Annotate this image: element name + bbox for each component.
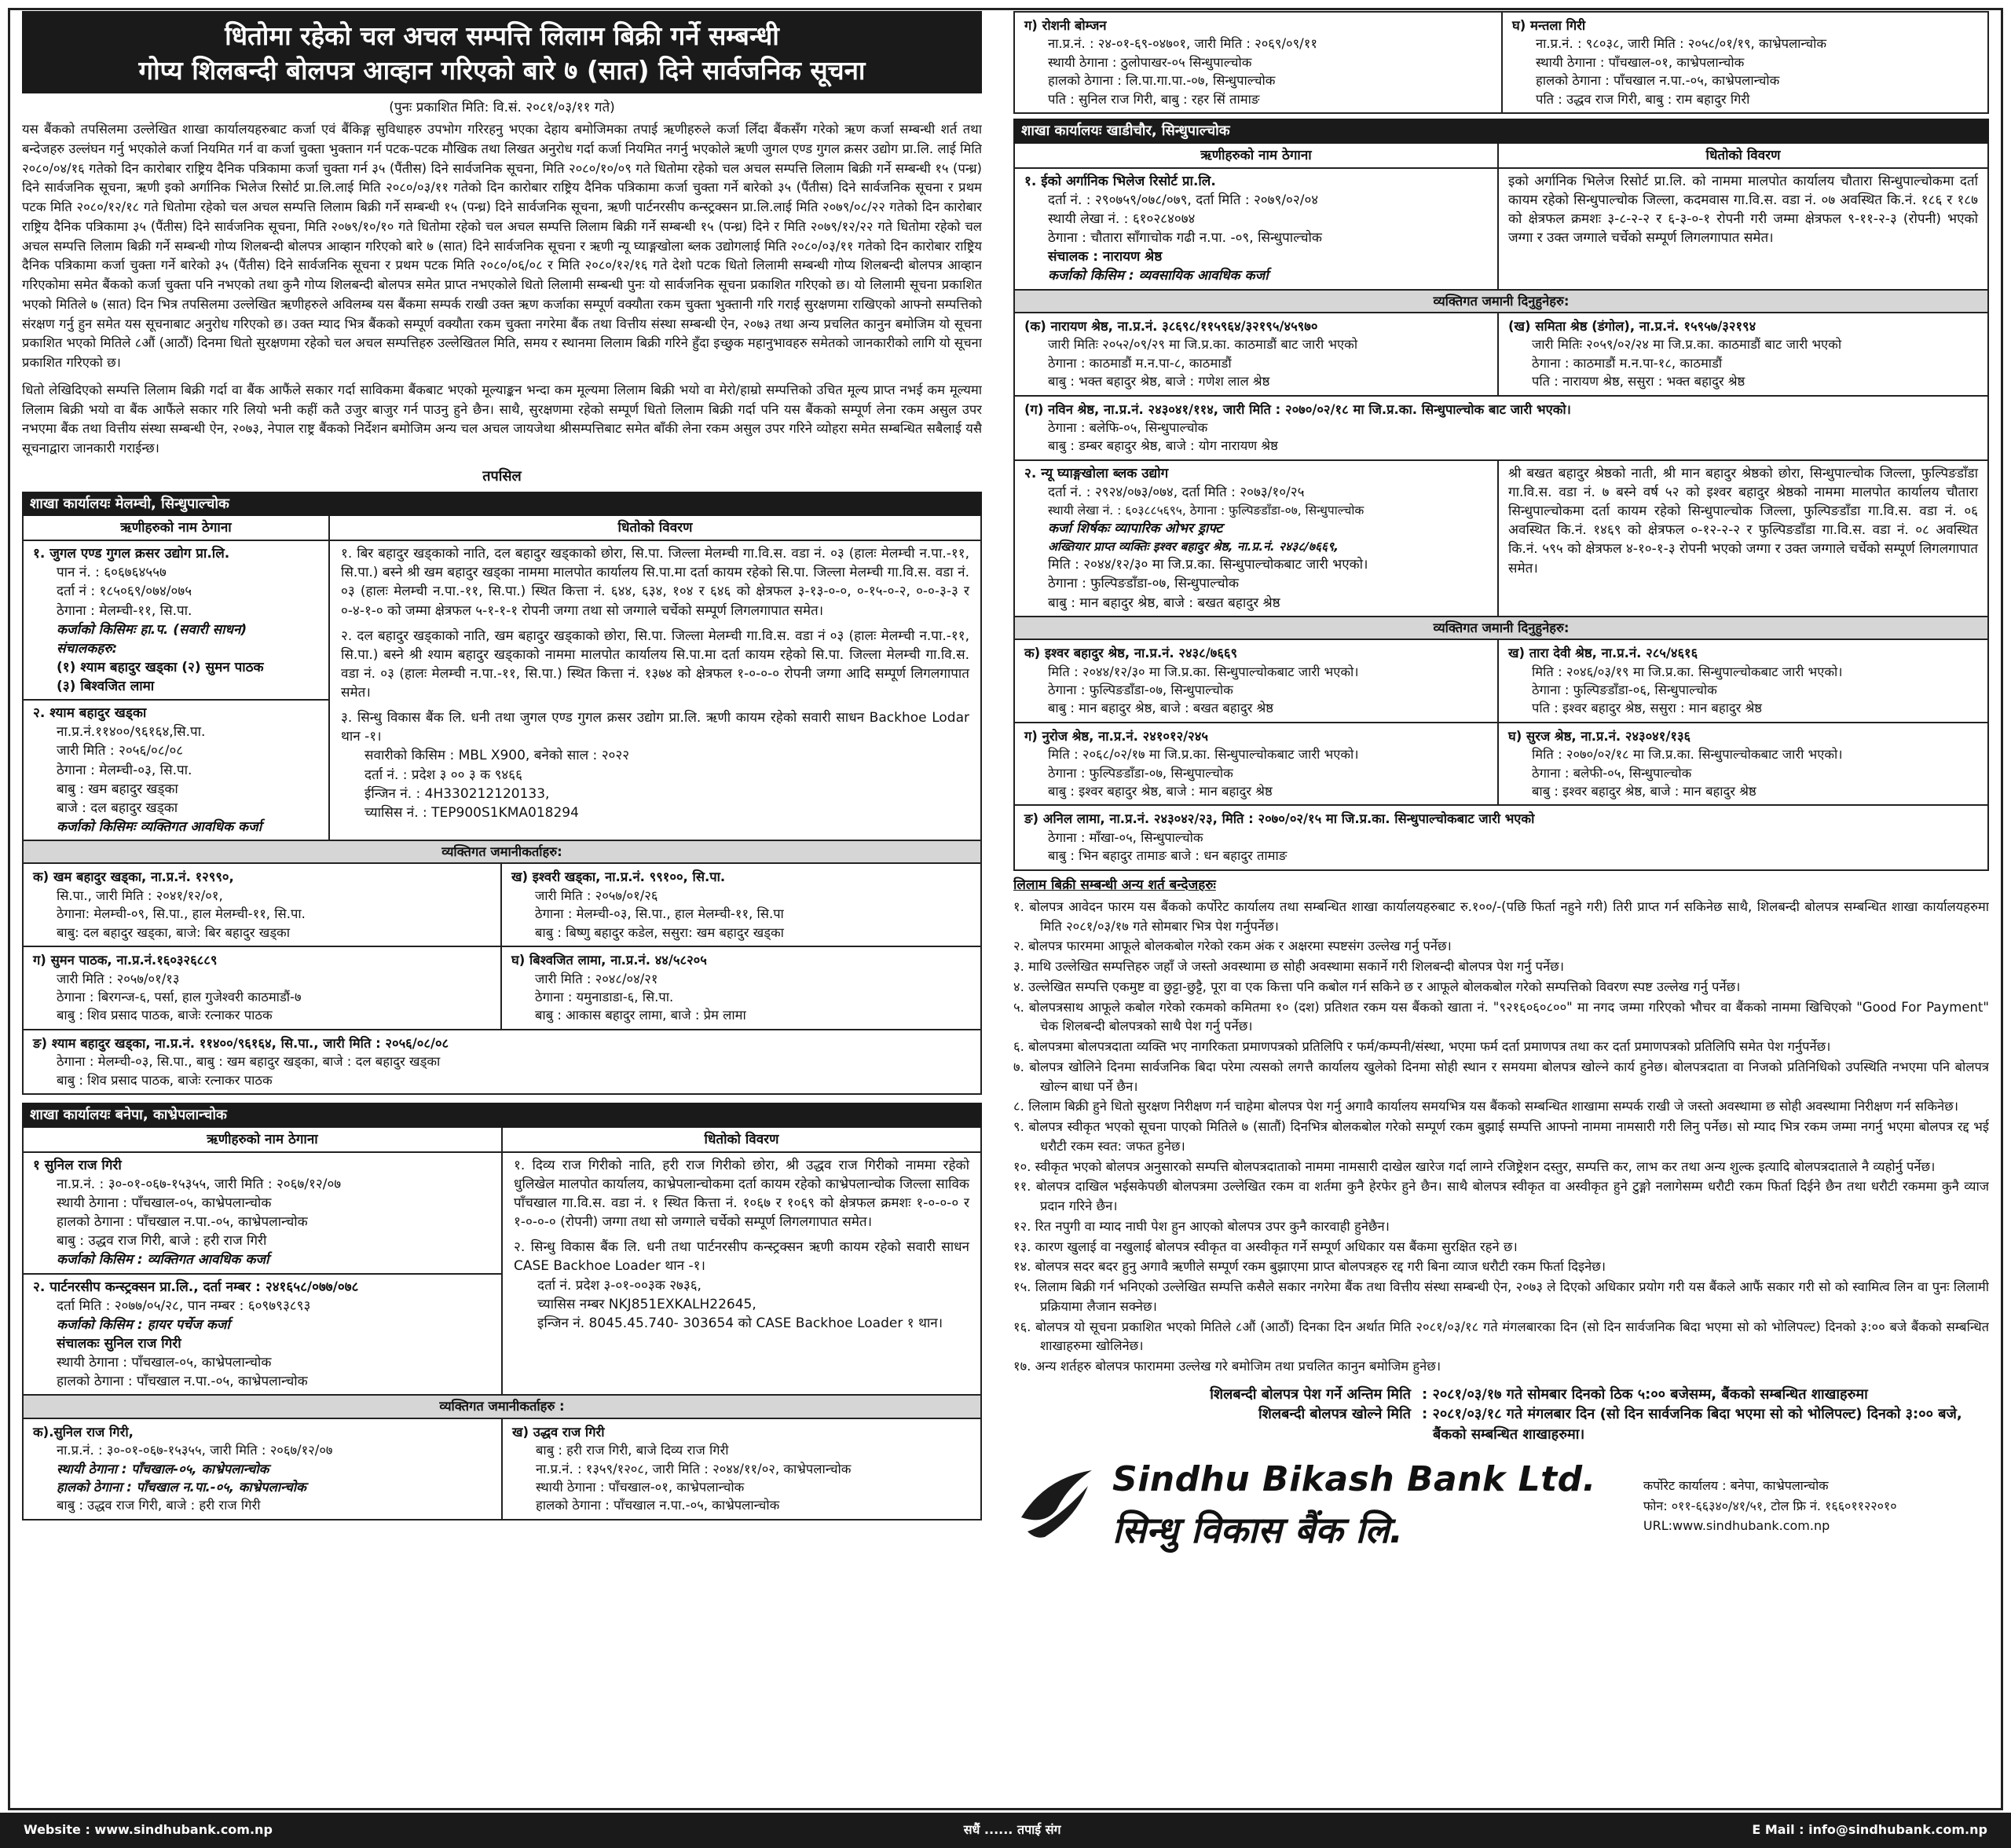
guarantor-entry bbox=[1015, 640, 1499, 722]
borrower-title: २. श्याम बहादुर खड्का bbox=[33, 705, 147, 722]
banepa-borrowers bbox=[24, 1128, 503, 1395]
open-date-value-2: बैंकको सम्बन्धित शाखाहरुमा। bbox=[1433, 1425, 1585, 1443]
borrower-line: ठेगाना : फुल्पिङडाँडा-०७, सिन्धुपाल्चोक bbox=[1048, 576, 1240, 592]
republished-date: (पुनः प्रकाशित मिति: वि.सं. २०८१/०३/११ गते) bbox=[389, 100, 615, 116]
guarantor-line: स्थायी ठेगाना : पाँचखाल-०५, काभ्रेपलान्चोक bbox=[57, 1461, 269, 1477]
guarantor-line: ठेगाना : बिरगन्ज-६, पर्सा, हाल गुजेश्वरी काठमाडौं-७ bbox=[57, 990, 302, 1005]
guarantor-band: व्यक्तिगत जमानी दिनुहुनेहरु: bbox=[1015, 616, 1987, 640]
guarantor-line: जारी मिति : २०४८/०४/२१ bbox=[535, 971, 658, 986]
guarantor-line: स्थायी ठेगाना : ठुलोपाखर-०५ सिन्धुपाल्चोक bbox=[1048, 54, 1252, 70]
melamchi-collateral bbox=[330, 516, 980, 840]
guarantor-line: मिति : २०६८/०२/१७ मा जि.प्र.का. सिन्धुपाल्चोकबाट जारी भएको। bbox=[1048, 747, 1359, 763]
guarantor-name: ग) नुरोज श्रेष्ठ, ना.प्र.नं. २४१०१२/२४५ bbox=[1024, 728, 1208, 744]
guarantor-name: (ख) समिता श्रेष्ठ (डंगोल), ना.प्र.नं. १५९५७/३२१९४ bbox=[1508, 318, 1756, 334]
condition-item: ९. बोलपत्र स्वीकृत भएको सूचना पाएको मितिले ७ (सातौं) दिनभित्र बोलकबोल गरेको सम्पूर्ण रकम बुझाई सम्पत्ति आफ्नो नाममा नामसारी गरी लिनु पर्नेछ। सो म्याद भित्र रकम जम्मा नगर्नु भएमा बोलपत्र रद्द भई धरौटी रकम स्वत: जफत हुनेछ। bbox=[1013, 1119, 1989, 1154]
condition-item: १२. रित नपुगी वा म्याद नाघी पेश हुन आएको बोलपत्र उपर कुनै कारवाही हुनेछैन। bbox=[1013, 1218, 1390, 1234]
loan-type: कर्जाको किसिम : व्यवसायिक आवधिक कर्जा bbox=[1048, 268, 1269, 284]
borrower-line: बाबु : खम बहादुर खड्का bbox=[57, 781, 178, 797]
guarantor-name: ख) इश्वरी खड्का, ना.प्र.नं. ९९१००, सि.पा. bbox=[511, 869, 726, 885]
guarantor-line: पति : उद्धव राज गिरी, बाबु : राम बहादुर गिरी bbox=[1536, 91, 1750, 107]
submit-deadline-value: : २०८१/०३/१७ गते सोमबार दिनको ठिक ५:०० बजेसम्म, बैंकको सम्बन्धित शाखाहरुमा bbox=[1422, 1385, 1868, 1403]
collateral-item: १. बिर बहादुर खड्काको नाति, दल बहादुर खड्काको छोरा, सि.पा. जिल्ला मेलम्ची गा.वि.स. वडा नं. ०३ (हालः मेलम्ची न.पा.-११, सि.पा.) बस्ने श्री खम बहादुर खड्का नाममा मालपोत कार्यालय सि.पा.मा दर्ता कायम रहेको सि.पा. जिल्ला मेलम्ची गा.वि.स. वडा नं. ०३ (हालः मेलम्ची न.पा.-११, सि.पा.) स्थित कित्ता नं. ६४४, ६३४, १०४ र ६४६ को क्षेत्रफल ३-१३-०-०, ०-१५-०-२, ०-०-३-३ र ०-४-१-० को जम्मा क्षेत्रफल ५-१-१-१ रोपनी जग्गा तथा सो जग्गाले चर्चेको सम्पूर्ण लिगलगापात समेत। bbox=[341, 546, 969, 619]
guarantor-line: बाबु : डम्बर बहादुर श्रेष्ठ, बाजे : योग नारायण श्रेष्ठ bbox=[1048, 438, 1278, 454]
borrower-line: जारी मिति : २०५६/०८/०८ bbox=[57, 743, 184, 759]
guarantor-line: जारी मिति : २०५७/०१/२६ bbox=[535, 887, 658, 903]
headline-line-1: धितोमा रहेको चल अचल सम्पत्ति लिलाम बिक्री गर्ने सम्बन्धी bbox=[225, 20, 779, 51]
guarantor-entry bbox=[24, 864, 502, 946]
bank-phone: फोन: ०११-६६३४०/४१/५१, टोल फ्रि नं. १६६०११२२०१० bbox=[1643, 1498, 1897, 1513]
vehicle-line: ईन्जिन नं. : 4H330212120133, bbox=[364, 785, 550, 802]
footer-website[interactable]: Website : www.sindhubank.com.np bbox=[24, 1822, 273, 1838]
collateral-item: ३. सिन्धु विकास बैंक लि. धनी तथा जुगल एण्ड गुगल क्रसर उद्योग प्रा.लि. ऋणी कायम रहेको सवारी साधन Backhoe Lodar थान -१। bbox=[341, 710, 969, 745]
condition-item: ८. लिलाम बिक्री हुने धितो सुरक्षण निरीक्षण गर्न चाहेमा बोलपत्र पेश गर्नु अगावै कार्यालय समयभित्र यस बैंकको सम्बन्धित शाखामा सम्पर्क राखी जे जस्तो अवस्थामा छ सोही अवस्थामा निरीक्षण गर्न सकिनेछ। bbox=[1013, 1099, 1958, 1114]
borrower-line: दर्ता नं. : २९०७५९/०७८/०७९, दर्ता मिति : २०७९/०२/०४ bbox=[1048, 192, 1319, 208]
guarantor-line: बाबु : बिष्णु बहादुर कडेल, ससुरा: खम बहादुर खड्का bbox=[535, 924, 784, 940]
condition-item: ३. माथि उल्लेखित सम्पत्तिहरु जहाँ जे जस्तो अवस्थामा छ सोही अवस्थामा सकार्ने गरी शिलबन्दी बोलपत्र पेश गर्नु पर्नेछ। bbox=[1013, 959, 1564, 975]
guarantor-line: ठेगाना : काठमाडौं म.न.पा-८, काठमाडौं bbox=[1048, 355, 1232, 371]
guarantor-entry bbox=[24, 1029, 980, 1093]
loan-type: कर्जाको किसिमः हा.प. (सवारी साधन) bbox=[57, 621, 247, 638]
notice-headline bbox=[22, 11, 982, 93]
borrower-line: मिति : २०४४/१२/३० मा जि.प्र.का. सिन्धुपाल्चोकबाट जारी भएको। bbox=[1048, 557, 1368, 573]
vehicle-line: दर्ता नं. : प्रदेश ३ ०० ३ क ९४६६ bbox=[364, 767, 522, 783]
guarantor-name: ग) सुमन पाठक, ना.प्र.नं.१६०३२६८८९ bbox=[33, 953, 218, 968]
guarantor-line: ठेगाना : काठमाडौं म.न.पा-१८, काठमाडौं bbox=[1532, 355, 1723, 371]
borrower-line: ठेगाना : चौतारा साँगाचोक गढी न.पा. -०९, सिन्धुपाल्चोक bbox=[1048, 230, 1322, 247]
guarantor-entry bbox=[1015, 804, 1987, 869]
condition-item: ७. बोलपत्र खोलिने दिनमा सार्वजनिक बिदा परेमा त्यसको लगत्तै कार्यालय खुलेको दिनमा सोही स्थान र समयमा बोलपत्र खोल्ने कार्य हुनेछ। बोलपत्रदाता वा निजको प्रतिनिधिको उपस्थिति नभएमा पनि बोलपत्र खोल्न बाधा पर्ने छैन। bbox=[1013, 1059, 1989, 1094]
guarantor-line: ना.प्र.नं. : ३०-०१-०६७-१५३५५, जारी मिति : २०६७/१२/०७ bbox=[57, 1443, 333, 1458]
borrower-title: १ सुनिल राज गिरी bbox=[33, 1157, 122, 1173]
borrower-line: दर्ता नं : १८५०६९/०७४/०७५ bbox=[57, 584, 192, 600]
directors-line: (३) बिश्वजित लामा bbox=[57, 679, 155, 695]
melamchi-box bbox=[22, 516, 982, 1095]
headline-line-2: गोप्य शिलबन्दी बोलपत्र आव्हान गरिएको बारे ७ (सात) दिने सार्वजनिक सूचना bbox=[138, 54, 866, 86]
vehicle-line: च्यासिस नम्बर NKJ851EXKALH22645, bbox=[537, 1296, 756, 1312]
guarantor-line: ठेगाना : माँखा-०५, सिन्धुपाल्चोक bbox=[1048, 829, 1203, 845]
guarantor-line: बाबु : आकास बहादुर लामा, बाजे : प्रेम लामा bbox=[535, 1008, 746, 1023]
guarantor-entry bbox=[502, 864, 980, 946]
tapsil-heading: तपसिल bbox=[482, 467, 522, 485]
conditions-list bbox=[1013, 898, 1989, 1377]
guarantor-line: ठेगाना : बलेफी-०५, सिन्धुपाल्चोक bbox=[1532, 765, 1692, 781]
office-khadichaur: शाखा कार्यालयः खाडीचौर, सिन्धुपाल्चोक bbox=[1013, 119, 1989, 144]
loan-type: कर्जाको किसिम : व्यक्तिगत आवधिक कर्जा bbox=[57, 1252, 269, 1268]
guarantor-line: बाबु : हरी राज गिरी, बाजे दिव्य राज गिरी bbox=[536, 1443, 729, 1458]
deadlines bbox=[1013, 1385, 1989, 1445]
banepa-collateral bbox=[503, 1128, 980, 1395]
condition-item: ११. बोलपत्र दाखिल भईसकेपछी बोलपत्रमा उल्लेखित रकम वा शर्तमा कुनै हेरफेर हुने छैन। साथै बोलपत्र स्वीकृत वा अस्वीकृत हुने टुङ्गो नलागेसम्म धरौटी रकम फिर्ता दिईने छैन तथा धरौटी रकममा कुनै व्याज प्रदान गरिने छैन। bbox=[1013, 1179, 1989, 1214]
borrower-line: स्थायी लेखा नं. : ६१०२८४०७४ bbox=[1048, 211, 1196, 228]
khadichaur-borrower-2 bbox=[1015, 461, 1499, 616]
vehicle-line: सवारीको किसिम : MBL X900, बनेको साल : २०२२ bbox=[364, 748, 630, 764]
khadichaur-th-left: ऋणीहरुको नाम ठेगाना bbox=[1015, 144, 1497, 169]
guarantor-line: ना.प्र.नं. : २४-०१-६९-०४७०१, जारी मिति : २०६९/०९/११ bbox=[1048, 36, 1317, 52]
guarantor-line: बाबु: दल बहादुर खड्का, बाजे: बिर बहादुर खड्का bbox=[57, 924, 290, 940]
bank-contact bbox=[1643, 1476, 1897, 1536]
guarantor-line: मिति : २०४४/१२/३० मा जि.प्र.का. सिन्धुपाल्चोकबाट जारी भएको। bbox=[1048, 664, 1359, 679]
guarantor-name: (क) नारायण श्रेष्ठ, ना.प्र.नं. ३८६९८/११५९६४/३२१९५/४५९७० bbox=[1024, 318, 1318, 334]
borrower-title: २. पार्टनरसीप कन्स्ट्रक्सन प्रा.लि., दर्ता नम्बर : २४१६५८/०७७/०७८ bbox=[33, 1279, 359, 1295]
guarantor-name: ख) उद्धव राज गिरी bbox=[512, 1424, 605, 1440]
borrower-title: १. जुगल एण्ड गुगल क्रसर उद्योग प्रा.लि. bbox=[33, 546, 230, 562]
bank-url[interactable]: URL:www.sindhubank.com.np bbox=[1643, 1518, 1830, 1534]
collateral-item: इको अर्गानिक भिलेज रिसोर्ट प्रा.लि. को नाममा मालपोत कार्यालय चौतारा सिन्धुपाल्चोकमा दर्ता कायम रहेको सिन्धुपाल्चोक जिल्ला, कदमवास गा.वि.स. वडा नं. ०७ अवस्थित कि.नं. १८६ र १८७ को क्षेत्रफल क्रमशः ३-८-२-२ र ६-३-०-१ रोपनी गरी जम्मा क्षेत्रफल ९-११-२-३ (रोपनी) भएको जग्गा र उक्त जग्गाले चर्चेको सम्पूर्ण लिगलगापात समेत। bbox=[1508, 173, 1978, 247]
guarantor-line: जारी मितिः २०५२/०९/२९ मा जि.प्र.का. काठमाडौं बाट जारी भएको bbox=[1048, 337, 1358, 353]
borrower-title: २. न्यू घ्याङ्गखोला ब्लक उद्योग bbox=[1024, 465, 1169, 481]
collateral-item: १. दिव्य राज गिरीको नाति, हरी राज गिरीको छोरा, श्री उद्धव राज गिरीको नाममा रहेको धुलिखेल मालपोत कार्यालय, काभ्रेपलान्चोकमा दर्ता कायम रहेको काभ्रेपलान्चोक जिल्ला साविक पाँचखाल गा.वि.स. वडा नं. १ स्थित कित्ता नं. १०६७ र १०६९ को क्षेत्रफल क्रमशः १-०-०-० र १-०-०-० (रोपनी) जग्गा तथा सो जग्गाले चर्चेको सम्पूर्ण लिगलगापात समेत। bbox=[514, 1157, 969, 1231]
guarantor-line: बाबु : उद्धव राज गिरी, बाजे : हरी राज गिरी bbox=[57, 1498, 261, 1513]
melamchi-th-left: ऋणीहरुको नाम ठेगाना bbox=[24, 516, 328, 541]
guarantor-line: मिति : २०४६/०३/१९ मा जि.प्र.का. सिन्धुपाल्चोकबाट जारी भएको। bbox=[1532, 664, 1843, 679]
banepa-guarantors-cont bbox=[1013, 11, 1989, 114]
guarantor-band: व्यक्तिगत जमानीकर्ताहरु : bbox=[24, 1394, 980, 1418]
banepa-box bbox=[22, 1128, 982, 1520]
guarantor-name: घ) मन्तला गिरी bbox=[1512, 18, 1586, 33]
guarantor-name: (ग) नविन श्रेष्ठ, ना.प्र.नं. २४३०४१/११४, जारी मिति : २०७०/०२/१८ मा जि.प्र.का. सिन्धुपाल्चोक बाट जारी भएको। bbox=[1024, 401, 1571, 417]
condition-item: १५. लिलाम बिक्री गर्न भनिएको उल्लेखित सम्पत्ति कसैले सकार नगरेमा बैंक तथा वित्तीय संस्था सम्बन्धी ऐन, २०७३ ले दिएको अधिकार प्रयोग गरी यस बैंकले आफैं सकार गरी सो को स्वामित्व लिन वा पुनः लिलामी प्रक्रियामा लैजान सक्नेछ। bbox=[1013, 1279, 1989, 1314]
guarantor-name: ग) रोशनी बोम्जन bbox=[1024, 18, 1107, 33]
guarantor-line: बाबु : शिव प्रसाद पाठक, बाजेः रत्नाकर पाठक bbox=[57, 1072, 273, 1088]
guarantor-line: पति : सुनिल राज गिरी, बाबु : रहर सिं तामाङ bbox=[1048, 91, 1260, 107]
khadichaur-collateral-2 bbox=[1499, 461, 1987, 616]
guarantor-line: बाबु : मान बहादुर श्रेष्ठ, बाजे : बखत बहादुर श्रेष्ठ bbox=[1048, 701, 1273, 716]
bank-name-block bbox=[1112, 1455, 1596, 1556]
guarantor-entry bbox=[1499, 723, 1987, 805]
guarantor-band: व्यक्तिगत जमानी दिनुहुनेहरु: bbox=[1015, 289, 1987, 313]
guarantor-line: हालको ठेगाना : पाँचखाल न.पा.-०५, काभ्रेपलान्चोक bbox=[536, 1498, 780, 1513]
guarantor-line: ना.प्र.नं. : ९८०३८, जारी मिति : २०५८/०१/१९, काभ्रेपलान्चोक bbox=[1536, 36, 1827, 52]
loan-type: कर्जाको किसिमः व्यक्तिगत आवधिक कर्जा bbox=[57, 818, 262, 835]
guarantor-line: ठेगाना : मेलम्ची-०३, सि.पा., हाल मेलम्ची-११, सि.पा bbox=[535, 906, 784, 922]
guarantor-entry bbox=[1503, 13, 1987, 112]
guarantor-band: व्यक्तिगत जमानीकर्ताहरु: bbox=[24, 840, 980, 864]
borrower-line: स्थायी ठेगाना : पाँचखाल-०५, काभ्रेपलान्चोक bbox=[57, 1195, 272, 1212]
borrower-line: दर्ता नं. : २९२४/०७३/०७४, दर्ता मिति : २०७३/१०/२५ bbox=[1048, 485, 1305, 501]
bank-signature bbox=[1013, 1455, 1989, 1556]
footer-email[interactable]: E Mail : info@sindhubank.com.np bbox=[1752, 1822, 1987, 1838]
guarantor-line: बाबु : इश्वर बहादुर श्रेष्ठ, बाजे : मान बहादुर श्रेष्ठ bbox=[1532, 784, 1756, 800]
condition-item: ४. उल्लेखित सम्पत्ति एकमुष्ट वा छुट्टा-छुट्टै, पूरा वा एक कित्ता पनि कबोल गर्न सकिने छ र आफूले बोलकबोल गरेको सम्पत्तिको विवरण स्पष्ट उल्लेख गर्नु पर्नेछ। bbox=[1013, 979, 1741, 994]
guarantor-name: घ) बिश्वजित लामा, ना.प्र.नं. ४४/५८२०५ bbox=[511, 953, 707, 968]
collateral-item: श्री बखत बहादुर श्रेष्ठको नाती, श्री मान बहादुर श्रेष्ठको छोरा, सिन्धुपाल्चोक जिल्ला, फुल्पिङडाँडा गा.वि.स. वडा नं. ७ बस्ने वर्ष ५२ को इश्वर बहादुर श्रेष्ठको नाममा मालपोत कार्यालय चौतारा सिन्धुपाल्चोकमा दर्ता कायम रहेको सिन्धुपाल्चोक जिल्ला, फुल्पिङडाँडा गा.वि.स. वडा नं. ०६ अवस्थित कि.नं. १४६९ को क्षेत्रफल ०-१२-२-२ र फुल्पिङडाँडा गा.वि.स. वडा नं. ०८ अवस्थित कि.नं. ५९५ को क्षेत्रफल ४-१०-१-३ रोपनी भएको जग्गा र उक्त जग्गाले चर्चेको सम्पूर्ण लिगलगापात समेत। bbox=[1508, 465, 1978, 576]
guarantor-line: जारी मितिः २०५९/०२/२४ मा जि.प्र.का. काठमाडौं बाट जारी भएको bbox=[1532, 337, 1842, 353]
guarantor-line: ठेगाना : बलेफि-०५, सिन्धुपाल्चोक bbox=[1048, 420, 1208, 436]
vehicle-line: दर्ता नं. प्रदेश ३-०१-००३क २७३६, bbox=[537, 1277, 701, 1294]
guarantor-entry bbox=[502, 947, 980, 1029]
guarantor-line: बाबु : इश्वर बहादुर श्रेष्ठ, बाजे : मान बहादुर श्रेष्ठ bbox=[1048, 784, 1273, 800]
melamchi-borrowers bbox=[24, 516, 330, 840]
condition-item: ५. बोलपत्रसाथ आफूले कबोल गरेको रकमको कमितमा १० (दश) प्रतिशत रकम यस बैंकको खाता नं. "९२१६०६०८००" मा नगद जम्मा गरिएको भौचर वा बैंकको नाममा खिचिएको "Good For Payment" चेक शिलबन्दी बोलपत्रको साथै पेश गर्नु पर्नेछ। bbox=[1013, 999, 1989, 1034]
condition-item: १७. अन्य शर्तहरु बोलपत्र फाराममा उल्लेख गरे बमोजिम तथा प्रचलित कानुन बमोजिम हुनेछ। bbox=[1013, 1359, 1441, 1374]
vehicle-line: इन्जिन नं. 8045.45.740- 303654 को CASE Backhoe Loader १ थान। bbox=[537, 1315, 943, 1331]
guarantor-line: पति : इश्वर बहादुर श्रेष्ठ, ससुरा : मान बहादुर श्रेष्ठ bbox=[1532, 701, 1763, 716]
guarantor-entry bbox=[1015, 723, 1499, 805]
intro-paragraph-2: धितो लेखिदिएको सम्पत्ति लिलाम बिक्री गर्दा वा बैंक आफैंले सकार गर्दा साविकमा बैंकबाट भएको मूल्याङ्कन भन्दा कम मूल्यमा लिलाम बिक्री भयो वा मेरो/हाम्रो सम्पत्तिको उचित मूल्य प्राप्त नभई कम मूल्यमा लिलाम बिक्री भयो वा बैंक आफैंले सकार गरि लियो भनी कहीं कतै उजुर बाजुर गर्न पाउनु हुने छैन। साथै, सुरक्षणमा रहेको सम्पूर्ण धितो लिलाम बिक्री गर्दा पनि यस बैंकको सम्पूर्ण लेना रकम असुल उपर नभएमा बैंक तथा वित्तीय संस्था सम्बन्धी ऐन, २०७३, नेपाल राष्ट्र बैंकको निर्देशन बमोजिम अन्य चल अचल जायजेथा श्रीसम्पत्तिबाट समेत बाँकी लेना रकम असुल उपर गरिने व्योहरा समेत सम्बन्धित सबैलाई यसै सूचनाद्वारा जानकारी गराईन्छ। bbox=[22, 382, 982, 456]
directors-line: (१) श्याम बहादुर खड्का (२) सुमन पाठक bbox=[57, 659, 264, 675]
khadichaur-collateral-1 bbox=[1499, 144, 1987, 289]
banepa-th-left: ऋणीहरुको नाम ठेगाना bbox=[24, 1128, 501, 1153]
guarantor-entry bbox=[1499, 313, 1987, 395]
guarantor-entry bbox=[1499, 640, 1987, 722]
footer-slogan: सधैं ...... तपाई संग bbox=[963, 1822, 1061, 1838]
guarantor-name: ख) तारा देवी श्रेष्ठ, ना.प्र.नं. २८५/४६१६ bbox=[1508, 646, 1698, 661]
guarantor-line: ठेगाना: मेलम्ची-०९, सि.पा., हाल मेलम्ची-११, सि.पा. bbox=[57, 906, 306, 922]
open-date-label: शिलबन्दी बोलपत्र खोल्ने मिति bbox=[1258, 1406, 1411, 1423]
borrower-line: ठेगाना : मेलम्ची-०३, सि.पा. bbox=[57, 762, 192, 778]
bank-name-en: Sindhu Bikash Bank Ltd. bbox=[1112, 1459, 1596, 1500]
guarantor-line: ठेगाना : मेलम्ची-०३, सि.पा., बाबु : खम बहादुर खड्का, बाजे : दल बहादुर खड्का bbox=[57, 1054, 441, 1070]
borrower-line: बाजे : दल बहादुर खड्का bbox=[57, 800, 178, 816]
guarantor-entry bbox=[1015, 313, 1499, 395]
khadichaur-borrower-1 bbox=[1015, 144, 1499, 289]
submit-deadline-label: शिलबन्दी बोलपत्र पेश गर्ने अन्तिम मिति bbox=[1210, 1385, 1411, 1403]
guarantor-entry bbox=[24, 1419, 503, 1519]
open-date-value: : २०८१/०३/१८ गते मंगलबार दिन (सो दिन सार्वजनिक बिदा भएमा सो को भोलिपल्ट) दिनको ३:०० बजे, bbox=[1422, 1406, 1962, 1423]
borrower-line: बाबु : मान बहादुर श्रेष्ठ, बाजे : बखत बहादुर श्रेष्ठ bbox=[1048, 595, 1280, 611]
guarantor-line: पति : नारायण श्रेष्ठ, ससुरा : भक्त बहादुर श्रेष्ठ bbox=[1532, 374, 1745, 390]
loan-type: कर्जा शिर्षकः व्यापारिक ओभर ड्राफ्ट bbox=[1048, 521, 1223, 537]
condition-item: ६. बोलपत्रमा बोलपत्रदाता व्यक्ति भए नागरिकता प्रमाणपत्रको प्रतिलिपि र फर्म/कम्पनी/संस्था, भएमा फर्म दर्ता प्रमाणपत्र तथा कर दर्ता प्रमाणपत्रको प्रतिलिपि समेत पेश गर्नुपर्नेछ। bbox=[1013, 1039, 1831, 1055]
guarantor-line: बाबु : भक्त बहादुर श्रेष्ठ, बाजे : गणेश लाल श्रेष्ठ bbox=[1048, 374, 1270, 390]
guarantor-line: ठेगाना : फुल्पिङडाँडा-०६, सिन्धुपाल्चोक bbox=[1532, 682, 1717, 697]
condition-item: १०. स्वीकृत भएको बोलपत्र अनुसारको सम्पत्ति बोलपत्रदाताको नाममा नामसारी दाखेल खारेज गर्दा लाग्ने रजिष्ट्रेशन दस्तुर, सम्पत्ति कर, लाभ कर तथा अन्य शुल्क इत्यादि बोलपत्रदाताले नै व्यहोर्नु पर्नेछ। bbox=[1013, 1158, 1936, 1174]
banepa-th-right: धितोको विवरण bbox=[503, 1128, 980, 1153]
borrower-line: ना.प्र.नं.११४००/९६१६४,सि.पा. bbox=[57, 724, 206, 741]
guarantor-line: ना.प्र.नं. : १३५९/१२०८, जारी मिति : २०४४/११/०२, काभ्रेपलान्चोक bbox=[536, 1461, 852, 1477]
loan-type: कर्जाको किसिम : हायर पर्चेज कर्जा bbox=[57, 1316, 230, 1333]
collateral-item: २. सिन्धु विकास बैंक लि. धनी तथा पार्टनरसीप कन्स्ट्रक्सन ऋणी कायम रहेको सवारी साधन CASE Backhoe Loader थान -१। bbox=[514, 1239, 969, 1275]
guarantor-name: घ) सुरज श्रेष्ठ, ना.प्र.नं. २४३०४१/१३६ bbox=[1508, 728, 1691, 744]
directors-label: संचालकहरु: bbox=[57, 640, 118, 657]
guarantor-entry bbox=[24, 947, 502, 1029]
guarantor-line: स्थायी ठेगाना : पाँचखाल-०१, काभ्रेपलान्चोक bbox=[536, 1479, 745, 1495]
collateral-item: २. दल बहादुर खड्काको नाति, खम बहादुर खड्काको छोरा, सि.पा. जिल्ला मेलम्ची गा.वि.स. वडा नं ०३ (हालः मेलम्ची न.पा.-११, सि.पा.) बस्ने श्री श्याम बहादुर खड्काको नाममा मालपोत कार्यालय सि.पा.मा दर्ता कायम रहेको सि.पा. जिल्ला मेलम्ची गा.वि.स. वडा नं. ०३ (हालः मेलम्ची न.पा.-११, सि.पा.) स्थित कित्ता नं. १३७४ को क्षेत्रफल १-०-०-० रोपनी जग्गा आदि सम्पूर्ण लिगलगापात समेत। bbox=[341, 628, 969, 701]
borrower-line: बाबु : उद्धव राज गिरी, बाजे : हरी राज गिरी bbox=[57, 1233, 267, 1250]
bank-logo-icon bbox=[1013, 1462, 1100, 1549]
guarantor-entry bbox=[1015, 13, 1503, 112]
guarantor-line: ठेगाना : यमुनाडाडा-६, सि.पा. bbox=[535, 990, 674, 1005]
guarantor-name: क) इश्वर बहादुर श्रेष्ठ, ना.प्र.नं. २४३८/७६६९ bbox=[1024, 646, 1238, 661]
guarantor-line: बाबु : भिन बहादुर तामाङ बाजे : धन बहादुर तामाङ bbox=[1048, 848, 1288, 864]
borrower-line: ना.प्र.नं. : ३०-०१-०६७-१५३५५, जारी मिति : २०६७/१२/०७ bbox=[57, 1176, 342, 1192]
guarantor-name: ङ) श्याम बहादुर खड्का, ना.प्र.नं. ११४००/९६१६४, सि.पा., जारी मिति : २०५६/०८/०८ bbox=[33, 1035, 449, 1051]
borrower-line: स्थायी लेखा नं. : ६०३८८५६९५, ठेगाना : फुल्पिङडाँडा-०७, सिन्धुपाल्चोक bbox=[1048, 503, 1364, 518]
guarantor-line: मिति : २०७०/०२/१८ मा जि.प्र.का. सिन्धुपाल्चोकबाट जारी भएको। bbox=[1532, 747, 1843, 763]
guarantor-line: बाबु : शिव प्रसाद पाठक, बाजेः रत्नाकर पाठक bbox=[57, 1008, 273, 1023]
guarantor-line: हालको ठेगाना : लि.पा.गा.पा.-०७, सिन्धुपाल्चोक bbox=[1048, 73, 1276, 89]
borrower-title: १. ईको अर्गानिक भिलेज रिसोर्ट प्रा.लि. bbox=[1024, 173, 1216, 189]
guarantor-line: ठेगाना : फुल्पिङडाँडा-०७, सिन्धुपाल्चोक bbox=[1048, 765, 1233, 781]
borrower-line: हालको ठेगाना : पाँचखाल न.पा.-०५, काभ्रेपलान्चोक bbox=[57, 1374, 308, 1390]
right-column bbox=[1013, 11, 1989, 1802]
condition-item: १३. कारण खुलाई वा नखुलाई बोलपत्र स्वीकृत वा अस्वीकृत गर्ने सम्पूर्ण अधिकार यस बैंकमा सुरक्षित रहने छ। bbox=[1013, 1239, 1518, 1254]
borrower-line: पान नं. : ६०६७६४५५७ bbox=[57, 565, 167, 581]
corp-office: कर्पोरेट कार्यालय : बनेपा, काभ्रेपलान्चोक bbox=[1643, 1477, 1829, 1493]
intro-paragraph-1: यस बैंकको तपसिलमा उल्लेखित शाखा कार्यालयहरुबाट कर्जा एवं बैंकिङ्ग सुविधाहरु उपभोग गरिरहनु भएका देहाय बमोजिमका तपाई ऋणीहरुले कर्जा लिँदा बैंकसँग गरेको ऋण कर्जा सम्बन्धी शर्त तथा बन्देजहरु उल्लंघन गर्नु भएकोले कर्जा नियमित गर्न वा कर्जा चुक्ता भुक्तान गर्न पटक-पटक मौखिक तथा लिखत अनुरोध गर्दा कर्जा नियमित नगर्नु भएकोले ऋणी जुगल एण्ड गुगल क्रसर उद्योग प्रा.लि. लाई मिति २०८०/०४/१६ गतेको दिन कारोबार राष्ट्रिय दैनिक पत्रिकामा कर्जा चुक्ता गर्न ३५ (पैंतीस) दिने सार्वजनिक सूचना, मिति २०८०/१०/०९ गते धितोमा रहेको चल अचल सम्पत्ति लिलाम बिक्री गर्ने सम्बन्धी १५ (पन्ध्र) दिने सार्वजनिक सूचना, ऋणी इको अर्गानिक भिलेज रिसोर्ट प्रा.लि.लाई मिति २०८०/०३/११ गतेको दिन कारोबार राष्ट्रिय दैनिक पत्रिकामा कर्जा चुक्ता गर्ने बारेको ३५ (पैंतीस) दिने सार्वजनिक सूचना र प्रथम पटक मिति २०८०/१२/१८ गते धितोमा रहेको चल अचल सम्पत्ति लिलाम बिक्री गर्ने सम्बन्धी १५ (पन्ध्र) दिने सार्वजनिक सूचना, ऋणी पार्टनरसीप कन्स्ट्रक्सन प्रा.लि.लाई मिति २०७९/०८/२२ गतेको दिन कारोबार राष्ट्रिय दैनिक पत्रिकामा ३५ (पैंतीस) दिने सार्वजनिक सूचना, मिति २०७९/१०/१० गते धितोमा रहेको चल अचल सम्पत्ति लिलाम बिक्री गर्ने सम्बन्धी १५ (पन्ध्र) दिने र मिति २०७९/१२/२२ गते धितोमा रहेको चल अचल सम्पत्ति लिलाम बिक्री गर्ने सम्बन्धी गोप्य शिलबन्दी बोलपत्र आव्हान गरिएको बारे ७ (सात) दिने सार्वजनिक सूचना र ऋणी न्यू घ्याङ्गखोला ब्लक उद्योगलाई मिति २०८०/०३/११ गतेको दिन कारोबार राष्ट्रिय दैनिक पत्रिकामा कर्जा चुक्ता गर्ने बारेको ३५ (पैंतीस) दिने सार्वजनिक सूचना र प्रथम पटक मिति २०८०/०६/०८ र मिति २०८०/१२/१६ गते देशो पटक धितो लिलामी सम्बन्धी गोप्य शिलबन्दी बोलपत्र आव्हान गरिएकोमा समेत बैंकको कर्जा चुक्ता पनि नभएको तथा कुनै गोप्य शिलबन्दी बोलपत्र समेत प्राप्त नभएकोले धितो लिलामी सम्बन्धी पुनः यो सार्वजनिक सूचना प्रकाशित गरिएको छ। यो लिलामी सूचना प्रकाशित भएको मितिले ७ (सात) दिन भित्र तपसिलमा उल्लेखित ऋणीहरुले अविलम्ब यस बैंकमा सम्पर्क राखी उक्त ऋण कर्जाका सम्पूर्ण वक्यौता रकम चुक्ता भुक्तानी गरि गराई सुरक्षणमा राखिएको आफ्नो सम्पत्तिको संरक्षण गर्नु हुन समेत यस सूचनाबाट अनुरोध गरिएको छ। उक्त म्याद भित्र बैंकको सम्पूर्ण वक्यौता रकम चुक्ता नगरेमा बैंक तथा वित्तीय संस्था सम्बन्धी ऐन, २०७३ तथा अन्य प्रचलित कानुन बमोजिम यो सूचना प्रकाशित भएको मितिले ८औं (आठौं) दिनमा धितो सुरक्षणमा रहेको चल अचल सम्पत्तिहरु उल्लेखितल मिति, समय र स्थानमा लिलाम बिक्री गरिने हुँदा इच्छुक महानुभावहरु समेतको जानकारीको लागि यो सूचना प्रकाशित गरिएको छ। bbox=[22, 122, 982, 371]
condition-item: १६. बोलपत्र यो सूचना प्रकाशित भएको मितिले ८औं (आठौं) दिनका दिन अर्थात मिति २०८१/०३/१८ गते मंगलबारका दिन (सो दिन सार्वजनिक बिदा भएमा सो को भोलिपल्ट) दिनको ३:०० बजे बैंकको सम्बन्धित शाखाहरुमा खोलिनेछ। bbox=[1013, 1319, 1989, 1354]
condition-item: २. बोलपत्र फारममा आफूले बोलकबोल गरेको रकम अंक र अक्षरमा स्पष्टसंग उल्लेख गर्नु पर्नेछ। bbox=[1013, 939, 1452, 954]
condition-item: १४. बोलपत्र सदर बदर हुनु अगावै ऋणीले सम्पूर्ण रकम बुझाएमा प्राप्त बोलपत्रहरु रद्द गरी बिना व्याज धरौटी रकम फिर्ता दिइनेछ। bbox=[1013, 1259, 1606, 1275]
khadichaur-box bbox=[1013, 144, 1989, 871]
guarantor-line: जारी मिति : २०५७/०१/१३ bbox=[57, 971, 180, 986]
bank-name-ne: सिन्धु विकास बैंक लि. bbox=[1112, 1508, 1404, 1551]
condition-item: १. बोलपत्र आवेदन फारम यस बैंकको कर्पोरेट कार्यालय तथा सम्बन्धित शाखा कार्यालयहरुबाट रु.१००/-(पछि फिर्ता नहुने गरी) तिरी प्राप्त गर्न सकिनेछ साथै, शिलबन्दी बोलपत्र सम्बन्धित शाखा कार्यालयहरुमा मिति २०८१/०३/१७ गते सोमबार भित्र पेश गर्नुपर्नेछ। bbox=[1013, 898, 1989, 934]
conditions-title: लिलाम बिक्री सम्बन्धी अन्य शर्त बन्देजहरुः bbox=[1013, 876, 1216, 893]
borrower-line: हालको ठेगाना : पाँचखाल न.पा.-०५, काभ्रेपलान्चोक bbox=[57, 1214, 308, 1231]
khadichaur-th-right: धितोको विवरण bbox=[1499, 144, 1987, 169]
office-banepa: शाखा कार्यालयः बनेपा, काभ्रेपलान्चोक bbox=[22, 1103, 982, 1128]
guarantor-name: क) खम बहादुर खड्का, ना.प्र.नं. १२९९०, bbox=[33, 869, 234, 885]
vehicle-line: च्यासिस नं. : TEP900S1KMA018294 bbox=[364, 804, 579, 821]
borrower-line: स्थायी ठेगाना : पाँचखाल-०५, काभ्रेपलान्चोक bbox=[57, 1355, 272, 1371]
borrower-line: दर्ता मिति : २०७७/०५/२८, पान नम्बर : ६०९७९३८९३ bbox=[57, 1297, 311, 1314]
guarantor-entry bbox=[503, 1419, 980, 1519]
director-line: संचालकः सुनिल राज गिरी bbox=[57, 1335, 181, 1352]
guarantor-line: सि.पा., जारी मिति : २०४१/१२/०१, bbox=[57, 887, 223, 903]
borrower-line: ठेगाना : मेलम्ची-११, सि.पा. bbox=[57, 602, 192, 619]
melamchi-th-right: धितोको विवरण bbox=[330, 516, 980, 541]
guarantor-line: हालको ठेगाना : पाँचखाल न.पा.-०५, काभ्रेपलान्चोक bbox=[1536, 73, 1780, 89]
footer-bar bbox=[0, 1813, 2011, 1848]
guarantor-entry bbox=[1015, 395, 1987, 459]
director-line: संचालक : नारायण श्रेष्ठ bbox=[1048, 249, 1163, 265]
left-column bbox=[22, 11, 982, 1802]
guarantor-name: क).सुनिल राज गिरी, bbox=[33, 1424, 134, 1440]
guarantor-name: ङ) अनिल लामा, ना.प्र.नं. २४३०४२/२३, मिति : २०७०/०२/१५ मा जि.प्र.का. सिन्धुपाल्चोकबाट जारी भएको bbox=[1024, 811, 1535, 827]
authorized-person: अख्तियार प्राप्त व्यक्तिः इश्वर बहादुर श्रेष्ठ, ना.प्र.नं. २४३८/७६६९, bbox=[1048, 540, 1339, 554]
office-melamchi: शाखा कार्यालयः मेलम्ची, सिन्धुपाल्चोक bbox=[22, 492, 982, 517]
guarantor-line: ठेगाना : फुल्पिङडाँडा-०७, सिन्धुपाल्चोक bbox=[1048, 682, 1233, 697]
guarantor-line: हालको ठेगाना : पाँचखाल न.पा.-०५, काभ्रेपलान्चोक bbox=[57, 1479, 306, 1495]
guarantor-line: स्थायी ठेगाना : पाँचखाल-०१, काभ्रेपलान्चोक bbox=[1536, 54, 1745, 70]
